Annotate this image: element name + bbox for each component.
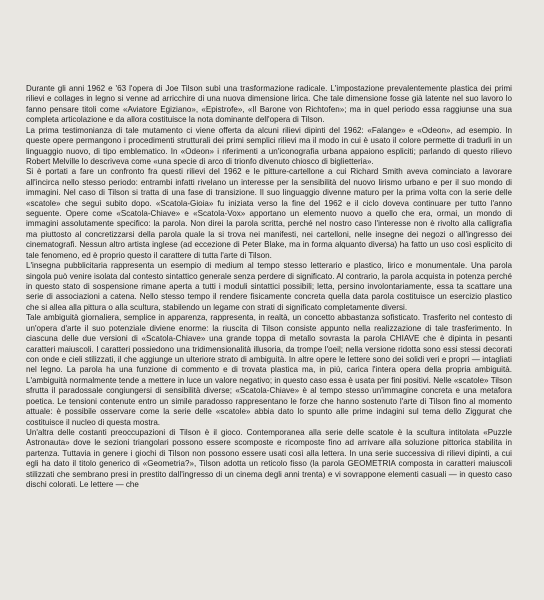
paragraph-1: Durante gli anni 1962 e '63 l'opera di Joe Tilson subì una trasformazione radicale. L'impostazione prevalentemente plastica dei primi rilievi e collages in legno si venne ad arricchire di una nuova dimensione lirica. Che tale dimensione fosse già latente nel suo lavoro lo fanno pensare titoli come «Aviatore Egiziano», «Epistrofe», «Il Barone von Richtofen»; ma in quel periodo essa raggiunse una sua completa articolazione e da allora costituisce la nota dominante dell'opera di Tilson.	[26, 84, 512, 125]
paragraph-6: Un'altra delle costanti preoccupazioni di Tilson è il gioco. Contemporanea alla serie delle scatole è la scultura intitolata «Puzzle Astronauta» dove le sezioni triangolari possono essere scomposte e ricomposte fino ad arrivare alla soluzione pittorica stabilita in partenza. Tuttavia in genere i giochi di Tilson non possono essere usati così alla lettera. In una serie successiva di rilievi dipinti, a cui egli ha dato il titolo generico di «Geometria?», Tilson adotta un reticolo fisso (la parola GEOMETRIA composta in caratteri maiuscoli stilizzati che sembrano presi in prestito dall'ingresso di un cinema degli anni trenta) e vi sovrappone elementi casuali — in questo caso dischi colorati. Le lettere — che	[26, 427, 512, 490]
paragraph-5: Tale ambiguità giornaliera, semplice in apparenza, rappresenta, in realtà, un concetto abbastanza sofisticato. Trasferito nel contesto di un'opera d'arte il suo potenziale diviene enorme: la riuscita di Tilson consiste appunto nella realizzazione di tale trasferimento. In ciascuna delle due versioni di «Scatola-Chiave» una grande toppa di metallo sovrasta la parola CHIAVE che è dipinta in pesanti caratteri maiuscoli. I caratteri possiedono una tridimensionalità illusoria, da trompe l'oeil; nella versione ridotta sono essi stessi decorati con onde e cieli stilizzati, il che aggiunge un ulteriore strato di ambiguità. In altre opere le lettere sono dei solidi veri e propri — intagliati nel legno. La parola ha una funzione di commento e di trovata plastica ma, in più, carica l'intera opera della propria ambiguità. L'ambiguità normalmente tende a mettere in luce un valore negativo; in questo caso essa è usata per fini positivi. Nelle «scatole» Tilson sfrutta il paradossale congiungersi di sensibilità diverse; «Scatola-Chiave» è al tempo stesso un'immagine concreta e una metafora poetica. Le tensioni contenute entro un simile paradosso rappresentano le forze che hanno sostenuto l'arte di Tilson fino al momento attuale: è possibile osservare come la serie delle «scatole» abbia dato lo spunto alle prime indagini sul tema dello Ziggurat che costituisce il nucleo di questa mostra.	[26, 313, 512, 427]
article-text-column	[26, 84, 512, 596]
paragraph-3: Si è portati a fare un confronto fra questi rilievi del 1962 e le pitture-cartellone a cui Richard Smith aveva cominciato a lavorare all'incirca nello stesso periodo: entrambi infatti rivelano un interesse per la sensibilità del nuovo lirismo urbano e per il suo mondo di immagini. Nel caso di Tilson si tratta di una fase di transizione. Il suo linguaggio divenne maturo per la prima volta con la serie delle «scatole» che seguì subito dopo. «Scatola-Gioia» fu iniziata verso la fine del 1962 e il ciclo doveva continuare per tutto l'anno seguente. Opere come «Scatola-Chiave» e «Scatola-Vox» apportano un elemento nuovo a quello che era, ormai, un mondo di immagini assolutamente specifico: la parola. Non direi la parola scritta, perché nel nostro caso l'interesse non è rivolto alla calligrafia ma piuttosto al concretizzarsi della parola quale la si trova nei manifesti, nei cartelloni, nelle insegne dei negozi o all'ingresso dei cinematografi. Nessun altro artista inglese (ad eccezione di Peter Blake, ma in forma alquanto diversa) ha fatto un uso così esplicito di tale fenomeno, ed è proprio questo il carattere di tutta l'arte di Tilson.	[26, 167, 512, 260]
paragraph-4: L'insegna pubblicitaria rappresenta un esempio di medium al tempo stesso letterario e plastico, lirico e monumentale. Una parola singola può venire isolata dal contesto sintattico generale senza perdere di significato. Al contrario, la parola acquista in potenza perché in questo stato di sospensione rimane aperta a tutti i moduli sintattici possibili; letta, persino involontariamente, essa ta scattare una serie di associazioni a catena. Nello stesso tempo il rendere fisicamente concreta quella data parola costituisce un esercizio plastico che si allea alla pittura o alla scultura, stabilendo un legame con strati di significato completamente diversi.	[26, 261, 512, 312]
paragraph-2: La prima testimonianza di tale mutamento ci viene offerta da alcuni rilievi dipinti del 1962: «Falange» e «Odeon», ad esempio. In queste opere permangono i procedimenti strutturali dei primi semplici rilievi ma il modo in cui è usato il colore permette di tradurli in un linguaggio nuovo, di tipo emblematico. In «Odeon» i riferimenti a un'iconografia urbana appaiono espliciti; parlando di questo rilievo Robert Melville lo descriveva come «una specie di arco di trionfo divenuto chiosco di biglietteria».	[26, 125, 512, 166]
